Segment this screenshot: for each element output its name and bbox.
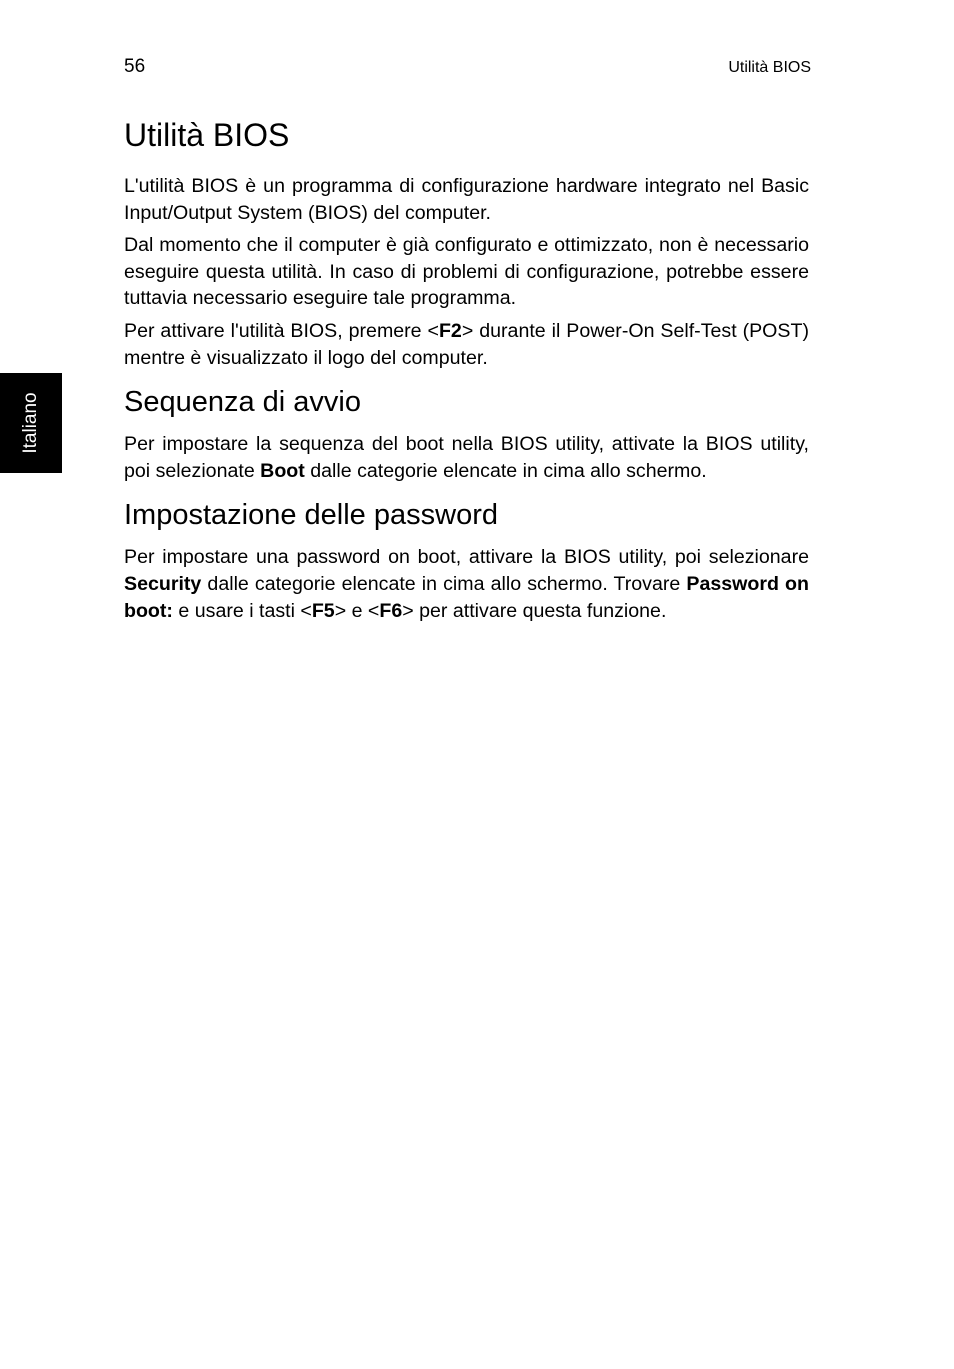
boot-paragraph <box>124 431 809 484</box>
password-key-f5: F5 <box>311 599 335 622</box>
bios-p3-text-b: > durante il Power-On Self-Test (POST) mentre è visualizzato il logo del computer. <box>124 319 809 369</box>
password-text-b: dalle categorie elencate in cima allo schermo. Trovare <box>201 572 687 595</box>
bios-paragraph-3 <box>124 318 809 371</box>
language-side-tab <box>0 373 62 473</box>
password-bold-password-on-boot: Password on boot: <box>124 572 809 622</box>
section-title-password: Impostazione delle password <box>124 499 498 532</box>
boot-bold-term: Boot <box>260 459 305 482</box>
boot-text-b: dalle categorie elencate in cima allo schermo. <box>304 459 707 482</box>
page-content <box>124 113 809 630</box>
section-title-boot: Sequenza di avvio <box>124 386 361 419</box>
password-text-d: > e < <box>334 599 380 622</box>
password-text-e: > per attivare questa funzione. <box>402 599 667 622</box>
bios-p3-key-f2: F2 <box>438 319 462 342</box>
bios-paragraph-2: Dal momento che il computer è già configurato e ottimizzato, non è necessario eseguire questa utilità. In caso di problemi di configurazione, potrebbe essere tuttavia necessario eseguire tale programma. <box>124 234 809 310</box>
bios-paragraph-1: L'utilità BIOS è un programma di configurazione hardware integrato nel Basic Input/Output System (BIOS) del computer. <box>124 175 809 224</box>
password-text-c: e usare i tasti < <box>172 599 312 622</box>
password-paragraph <box>124 544 809 624</box>
password-bold-security: Security <box>124 572 202 595</box>
language-side-tab-label: Italiano <box>20 392 41 454</box>
running-header: Utilità BIOS <box>728 59 811 76</box>
page-number: 56 <box>124 56 146 77</box>
section-title-bios: Utilità BIOS <box>124 117 290 153</box>
password-key-f6: F6 <box>379 599 403 622</box>
boot-text-a: Per impostare la sequenza del boot nella BIOS utility, attivate la BIOS utility, poi selezionate <box>124 433 809 482</box>
bios-p3-text-a: Per attivare l'utilità BIOS, premere < <box>124 319 439 342</box>
password-text-a: Per impostare una password on boot, attivare la BIOS utility, poi selezionare <box>124 546 809 569</box>
